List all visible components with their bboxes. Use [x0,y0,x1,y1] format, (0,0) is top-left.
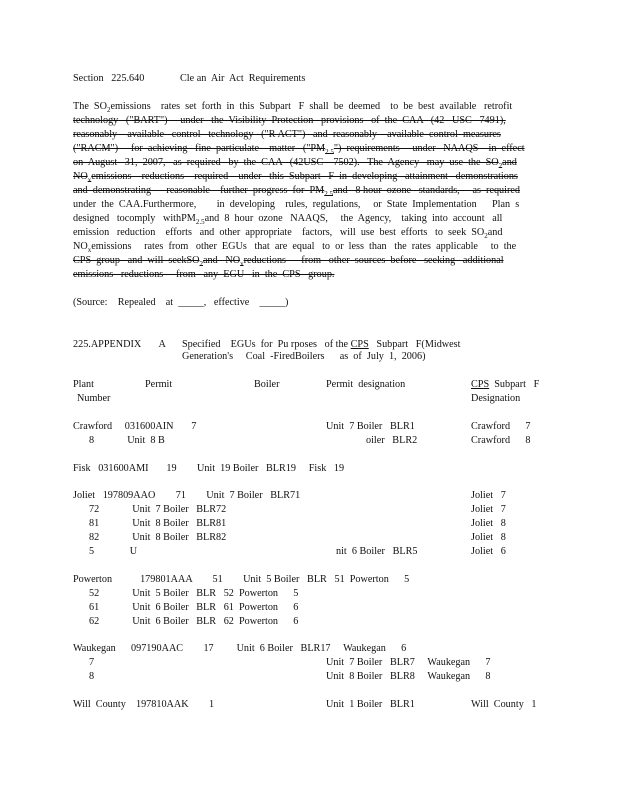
para-line-1: The $SO_2emissions$ rates set forth in this Subpart F shall be deemed to be best available retrofit [73,101,513,115]
table-row: Will County 1 [471,699,537,710]
table-row: 61 Unit 6 Boiler BLR 61 Powerton 6 [89,602,299,613]
table-row: Joliet 197809AAO 71 Unit 7 Boiler BLR71 [73,490,301,501]
table-row: 62 Unit 6 Boiler BLR 62 Powerton 6 [89,616,299,627]
section-title: Cle an Air Act Requirements [180,73,306,84]
appendix-title-line-2: Generation's Coal -FiredBoilers as of July 1, 2006) [182,351,426,362]
header-permit-designation: Permit designation [326,379,406,390]
appendix-title-line-1: Specified EGUs for Pu rposes of the CPS Subpart F(Midwest [182,339,461,350]
header-cps-subpart-f: CPS Subpart F [471,379,540,390]
table-row: Waukegan 097190AAC 17 Unit 6 Boiler BLR17 Waukegan 6 [73,643,407,654]
appendix-label: 225.APPENDIX A [73,339,166,350]
table-row: Joliet 8 [471,518,506,529]
header-plant: Plant [73,379,94,390]
para-line-10: emission reduction efforts and other appropriate factors, will use best efforts to seek $SO_2and$ [73,227,503,241]
table-row: nit 6 Boiler BLR5 [336,546,418,557]
para-line-12: CPS group and will seekSO$_2$and $NO_xreductions$ from other sources before seeking additional [73,255,504,269]
table-row: 52 Unit 5 Boiler BLR 52 Powerton 5 [89,588,299,599]
table-row: 8 Unit 8 B [89,435,165,446]
table-row: Joliet 7 [471,504,506,515]
table-row: Crawford 7 [471,421,531,432]
table-row: Unit 1 Boiler BLR1 [326,699,415,710]
table-row: Unit 8 Boiler BLR8 Waukegan 8 [326,671,491,682]
header-number: Number [77,393,111,404]
para-line-7: and demonstrating reasonable further progress for $PM_{2.5}and$ 8 hour ozone standards, as required [73,185,520,199]
para-line-9: designed tocomply withPM$_{2.5}$and 8 hour ozone NAAQS, the Agency, taking into account all [73,213,503,227]
section-number: Section 225.640 [73,73,145,84]
table-row: Joliet 8 [471,532,506,543]
table-row: Fisk 031600AMI 19 Unit 19 Boiler BLR19 Fisk 19 [73,463,345,474]
para-line-13: emissions reductions from any EGU in the CPS group. [73,269,335,280]
para-line-8: under the CAA.Furthermore, in developing rules, regulations, or State Implementation Plan s [73,199,520,210]
table-row: Joliet 7 [471,490,506,501]
table-row: 81 Unit 8 Boiler BLR81 [89,518,227,529]
table-row: 8 [89,671,95,682]
para-line-6: $NO_xemissions$ reductions required under this Subpart F in developing attainment demonstrations [73,171,518,185]
para-line-5: on August 31, 2007, as required by the CAA (42USC 7502). The Agency may use the $SO_2and$ [73,157,517,171]
table-row: Will County 197810AAK 1 [73,699,215,710]
table-row: 82 Unit 8 Boiler BLR82 [89,532,227,543]
table-row: Unit 7 Boiler BLR7 Waukegan 7 [326,657,491,668]
table-row: 72 Unit 7 Boiler BLR72 [89,504,227,515]
table-row: Unit 7 Boiler BLR1 [326,421,415,432]
table-row: Joliet 6 [471,546,506,557]
header-boiler: Boiler [254,379,280,390]
para-line-11: $NO_xemissions$ rates from other EGUs that are equal to or less than the rates applicable to the [73,241,517,255]
para-line-4: ("RACM") for achieving fine particulate matter $("PM_{2.5}")$ requirements under NAAQS in effect [73,143,525,157]
table-row: oiler BLR2 [366,435,418,446]
table-row: Crawford 031600AIN 7 [73,421,197,432]
para-line-3: reasonably available control technology ("R ACT") and reasonably available control measures [73,129,501,140]
table-row: 7 [89,657,95,668]
header-designation: Designation [471,393,521,404]
table-row: Powerton 179801AAA 51 Unit 5 Boiler BLR 51 Powerton 5 [73,574,410,585]
table-row: 5 U [89,546,138,557]
para-line-2: technology ("BART") under the Visibility Protection provisions of the CAA (42 USC 7491), [73,115,506,126]
table-row: Crawford 8 [471,435,531,446]
header-permit: Permit [145,379,173,390]
source-note: (Source: Repealed at _____, effective _____) [73,297,289,308]
